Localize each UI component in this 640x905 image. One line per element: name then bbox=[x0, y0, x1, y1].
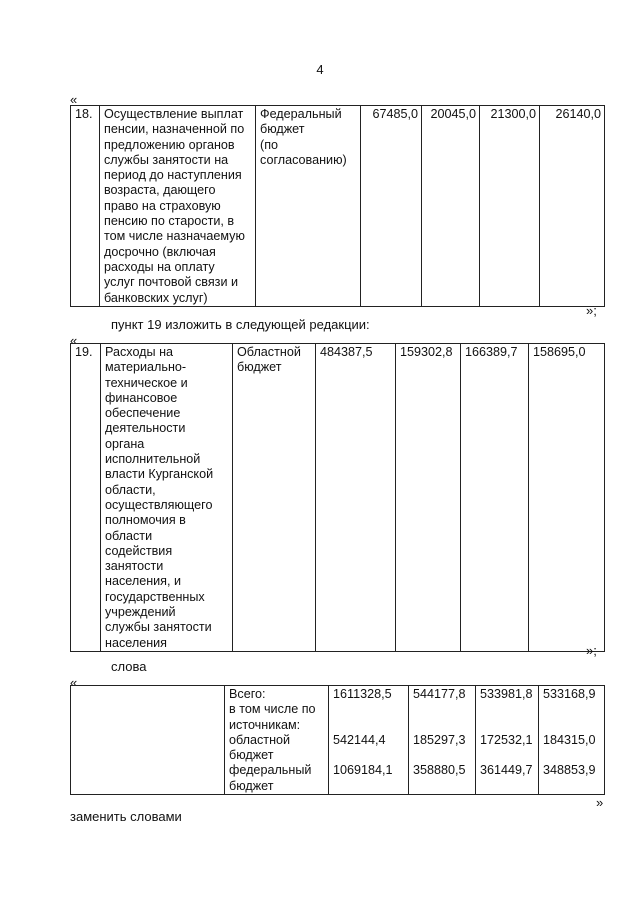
row-name-line: государственных bbox=[105, 589, 205, 604]
row-name-line: области, bbox=[105, 482, 156, 497]
table-row-18 bbox=[70, 105, 605, 307]
row-name-line: обеспечение bbox=[105, 406, 181, 421]
total-federal-value: 358880,5 bbox=[413, 763, 466, 778]
row-name-line: исполнительной bbox=[105, 452, 201, 467]
opening-quote: « bbox=[70, 92, 78, 107]
row-name-cell bbox=[100, 106, 256, 307]
funding-source-cell bbox=[256, 106, 361, 307]
row-name-line: Расходы на bbox=[105, 345, 174, 359]
opening-quote: « bbox=[70, 333, 78, 348]
totals-value-col bbox=[329, 686, 409, 795]
row-name-cell bbox=[101, 344, 233, 652]
total-all-value: 533168,9 bbox=[543, 687, 596, 701]
total-regional-value: 184315,0 bbox=[543, 732, 596, 747]
total-all-value: 533981,8 bbox=[480, 687, 533, 701]
row-name-line: осуществляющего bbox=[105, 497, 213, 512]
row-number-cell: 19. bbox=[71, 344, 101, 652]
table-row bbox=[71, 686, 605, 795]
value-year2-cell: 21300,0 bbox=[480, 106, 540, 307]
value-year1-cell: 159302,8 bbox=[396, 344, 461, 652]
row-name-line: возраста, дающего bbox=[104, 183, 216, 198]
row-name-line: банковских услуг) bbox=[104, 290, 208, 305]
row-name-line: предложению органов bbox=[104, 137, 235, 152]
row-name-line: учреждений bbox=[105, 605, 176, 620]
row-name-line: населения bbox=[105, 635, 168, 650]
row-name-line: власти Курганской bbox=[105, 467, 214, 482]
opening-quote: « bbox=[70, 675, 78, 690]
empty-name-cell bbox=[71, 686, 225, 795]
total-regional-value: 172532,1 bbox=[480, 732, 533, 747]
funding-source-cell bbox=[233, 344, 316, 652]
row-name-line: деятельности bbox=[105, 421, 186, 436]
total-federal-value: 361449,7 bbox=[480, 763, 533, 778]
row-name-line: пенсии, назначенной по bbox=[104, 122, 245, 137]
paragraph-words: слова bbox=[111, 659, 147, 674]
row-name-line: Осуществление выплат bbox=[104, 107, 244, 121]
row-name-line: области bbox=[105, 528, 153, 543]
row-number-cell: 18. bbox=[71, 106, 100, 307]
value-year3-cell: 26140,0 bbox=[540, 106, 605, 307]
source-line: бюджет bbox=[260, 122, 305, 137]
row-name-line: полномочия в bbox=[105, 513, 186, 528]
row-name-line: расходы на оплату bbox=[104, 259, 215, 274]
row-name-line: службы занятости на bbox=[104, 152, 229, 167]
row-name-line: право на страховую bbox=[104, 198, 221, 213]
row-name-line: материально- bbox=[105, 360, 187, 375]
table-row bbox=[71, 344, 605, 652]
totals-label-cell bbox=[225, 686, 329, 795]
paragraph-point-19: пункт 19 изложить в следующей редакции: bbox=[111, 317, 370, 332]
source-line: согласованию) bbox=[260, 152, 347, 167]
source-line: Федеральный bbox=[260, 107, 342, 121]
row-name-line: техническое и bbox=[105, 375, 188, 390]
totals-label-line: бюджет bbox=[229, 778, 274, 793]
value-total-cell: 484387,5 bbox=[316, 344, 396, 652]
total-federal-value: 1069184,1 bbox=[333, 763, 393, 778]
totals-label-line: источникам: bbox=[229, 717, 301, 732]
total-regional-value: 185297,3 bbox=[413, 732, 466, 747]
row-name-line: органа bbox=[105, 436, 145, 451]
row-name-line: содействия bbox=[105, 543, 173, 558]
value-total-cell: 67485,0 bbox=[361, 106, 422, 307]
value-year3-cell: 158695,0 bbox=[529, 344, 605, 652]
page-number: 4 bbox=[316, 62, 324, 77]
totals-label-line: федеральный bbox=[229, 763, 312, 778]
total-all-value: 544177,8 bbox=[413, 687, 466, 701]
paragraph-replace: заменить словами bbox=[70, 809, 182, 824]
totals-label-line: Всего: bbox=[229, 687, 266, 701]
total-federal-value: 348853,9 bbox=[543, 763, 596, 778]
totals-label-line: в том числе по bbox=[229, 702, 316, 717]
row-name-line: пенсию по старости, в bbox=[104, 214, 235, 229]
total-all-value: 1611328,5 bbox=[333, 687, 392, 701]
source-line: (по bbox=[260, 137, 279, 152]
source-line: Областной bbox=[237, 345, 301, 359]
row-name-line: финансовое bbox=[105, 390, 178, 405]
totals-label-line: бюджет bbox=[229, 748, 274, 763]
row-name-line: услуг почтовой связи и bbox=[104, 275, 239, 290]
value-year2-cell: 166389,7 bbox=[461, 344, 529, 652]
row-name-line: службы занятости bbox=[105, 620, 212, 635]
closing-quote: » bbox=[596, 795, 604, 810]
source-line: бюджет bbox=[237, 360, 282, 375]
value-year1-cell: 20045,0 bbox=[422, 106, 480, 307]
totals-value-col bbox=[409, 686, 476, 795]
totals-value-col bbox=[539, 686, 605, 795]
table-row-19 bbox=[70, 343, 605, 652]
total-regional-value: 542144,4 bbox=[333, 732, 386, 747]
totals-value-col bbox=[476, 686, 539, 795]
table-totals bbox=[70, 685, 605, 795]
row-name-line: населения, и bbox=[105, 574, 182, 589]
totals-label-line: областной bbox=[229, 732, 291, 747]
row-name-line: том числе назначаемую bbox=[104, 229, 245, 244]
table-row bbox=[71, 106, 605, 307]
closing-quote: »; bbox=[586, 303, 597, 318]
row-name-line: период до наступления bbox=[104, 168, 242, 183]
row-name-line: занятости bbox=[105, 559, 164, 574]
closing-quote: »; bbox=[586, 643, 597, 658]
row-name-line: досрочно (включая bbox=[104, 244, 216, 259]
